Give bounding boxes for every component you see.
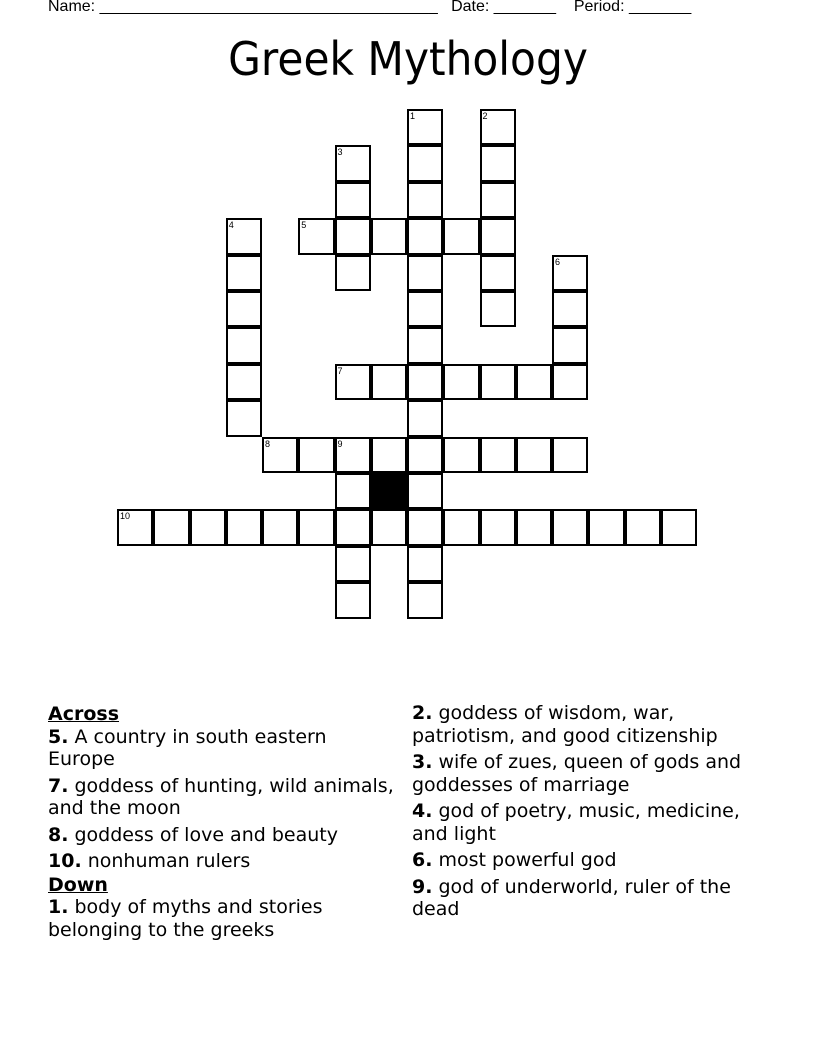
crossword-cell[interactable]	[371, 509, 407, 545]
crossword-cell[interactable]	[335, 182, 371, 218]
crossword-cell[interactable]	[335, 509, 371, 545]
crossword-cell[interactable]	[588, 509, 624, 545]
crossword-cell[interactable]	[443, 218, 479, 254]
crossword-cell[interactable]	[407, 582, 443, 618]
crossword-cell[interactable]	[371, 218, 407, 254]
crossword-cell[interactable]	[480, 182, 516, 218]
crossword-cell[interactable]	[298, 218, 334, 254]
crossword-cell[interactable]	[552, 364, 588, 400]
name-field-label: Name: ______________________________________	[48, 0, 438, 15]
clue-number: 9	[337, 438, 343, 449]
crossword-cell[interactable]	[335, 437, 371, 473]
crossword-cell[interactable]	[480, 109, 516, 145]
clue-number: 4	[228, 220, 234, 231]
crossword-cell[interactable]	[661, 509, 697, 545]
crossword-cell[interactable]	[371, 437, 407, 473]
crossword-cell[interactable]	[407, 364, 443, 400]
crossword-cell[interactable]	[443, 437, 479, 473]
crossword-cell[interactable]	[335, 218, 371, 254]
clue-number: 1	[410, 111, 416, 121]
crossword-cell[interactable]	[190, 509, 226, 545]
crossword-cell[interactable]	[335, 546, 371, 582]
black-cell	[371, 473, 407, 509]
crossword-cell[interactable]	[226, 509, 262, 545]
crossword-cell[interactable]	[552, 255, 588, 291]
clue-down-1: 1. body of myths and stories belonging to the greeks	[48, 896, 323, 941]
down-heading: Down	[48, 873, 108, 896]
clue-number: 5	[301, 220, 307, 231]
crossword-cell[interactable]	[407, 255, 443, 291]
crossword-cell[interactable]	[516, 437, 552, 473]
crossword-cell[interactable]	[480, 437, 516, 473]
crossword-cell[interactable]	[153, 509, 189, 545]
crossword-cell[interactable]	[625, 509, 661, 545]
crossword-cell[interactable]	[516, 509, 552, 545]
crossword-cell[interactable]	[298, 509, 334, 545]
clue-down-3: 3. wife of zues, queen of gods and goddesses of marriage	[412, 751, 742, 796]
crossword-cell[interactable]	[226, 400, 262, 436]
page-title: Greek Mythology	[228, 32, 588, 86]
crossword-cell[interactable]	[407, 218, 443, 254]
crossword-cell[interactable]	[226, 255, 262, 291]
date-field-label: Date: _______	[451, 0, 557, 15]
crossword-cell[interactable]	[262, 509, 298, 545]
crossword-cell[interactable]	[117, 509, 153, 545]
crossword-cell[interactable]	[335, 364, 371, 400]
crossword-cell[interactable]	[407, 327, 443, 363]
crossword-cell[interactable]	[480, 255, 516, 291]
clues-left-column	[48, 702, 398, 945]
worksheet-header	[48, 0, 691, 16]
crossword-cell[interactable]	[371, 364, 407, 400]
crossword-cell[interactable]	[407, 291, 443, 327]
clue-number: 6	[555, 256, 561, 267]
clue-down-4: 4. god of poetry, music, medicine, and light	[412, 800, 740, 845]
crossword-cell[interactable]	[407, 109, 443, 145]
clue-down-6: 6. most powerful god	[412, 849, 617, 871]
crossword-cell[interactable]	[480, 218, 516, 254]
clue-down-9: 9. god of underworld, ruler of the dead	[412, 875, 731, 920]
crossword-cell[interactable]	[335, 255, 371, 291]
crossword-cell[interactable]	[262, 437, 298, 473]
crossword-cell[interactable]	[480, 364, 516, 400]
crossword-cell[interactable]	[335, 473, 371, 509]
crossword-cell[interactable]	[552, 437, 588, 473]
clue-across-7: 7. goddess of hunting, wild animals, and the moon	[48, 774, 394, 819]
crossword-cell[interactable]	[407, 473, 443, 509]
crossword-cell[interactable]	[407, 182, 443, 218]
crossword-cell[interactable]	[480, 509, 516, 545]
crossword-cell[interactable]	[480, 291, 516, 327]
clue-across-8: 8. goddess of love and beauty	[48, 823, 338, 846]
clue-number: 8	[265, 438, 271, 449]
crossword-cell[interactable]	[226, 218, 262, 254]
crossword-cell[interactable]	[407, 400, 443, 436]
crossword-cell[interactable]	[407, 437, 443, 473]
crossword-cell[interactable]	[226, 291, 262, 327]
clue-number: 10	[120, 511, 131, 522]
crossword-cell[interactable]	[516, 364, 552, 400]
crossword-cell[interactable]	[552, 291, 588, 327]
crossword-cell[interactable]	[480, 145, 516, 181]
across-heading: Across	[48, 703, 120, 725]
crossword-cell[interactable]	[443, 509, 479, 545]
clue-across-10: 10. nonhuman rulers	[48, 850, 251, 872]
clue-number: 7	[337, 365, 343, 376]
crossword-cell[interactable]	[407, 509, 443, 545]
crossword-cell[interactable]	[552, 327, 588, 363]
period-field-label: Period: _______	[573, 0, 692, 15]
crossword-cell[interactable]	[335, 145, 371, 181]
clue-across-5: 5. A country in south eastern Europe	[48, 725, 327, 770]
crossword-cell[interactable]	[226, 364, 262, 400]
clue-number: 2	[482, 111, 488, 121]
clue-number: 3	[337, 147, 343, 158]
crossword-cell[interactable]	[407, 546, 443, 582]
crossword-cell[interactable]	[407, 145, 443, 181]
clues-right-column	[412, 702, 772, 925]
clue-down-2: 2. goddess of wisdom, war, patriotism, and good citizenship	[412, 702, 718, 747]
crossword-cell[interactable]	[552, 509, 588, 545]
crossword-cell[interactable]	[443, 364, 479, 400]
crossword-cell[interactable]	[298, 437, 334, 473]
crossword-cell[interactable]	[335, 582, 371, 618]
crossword-cell[interactable]	[226, 327, 262, 363]
